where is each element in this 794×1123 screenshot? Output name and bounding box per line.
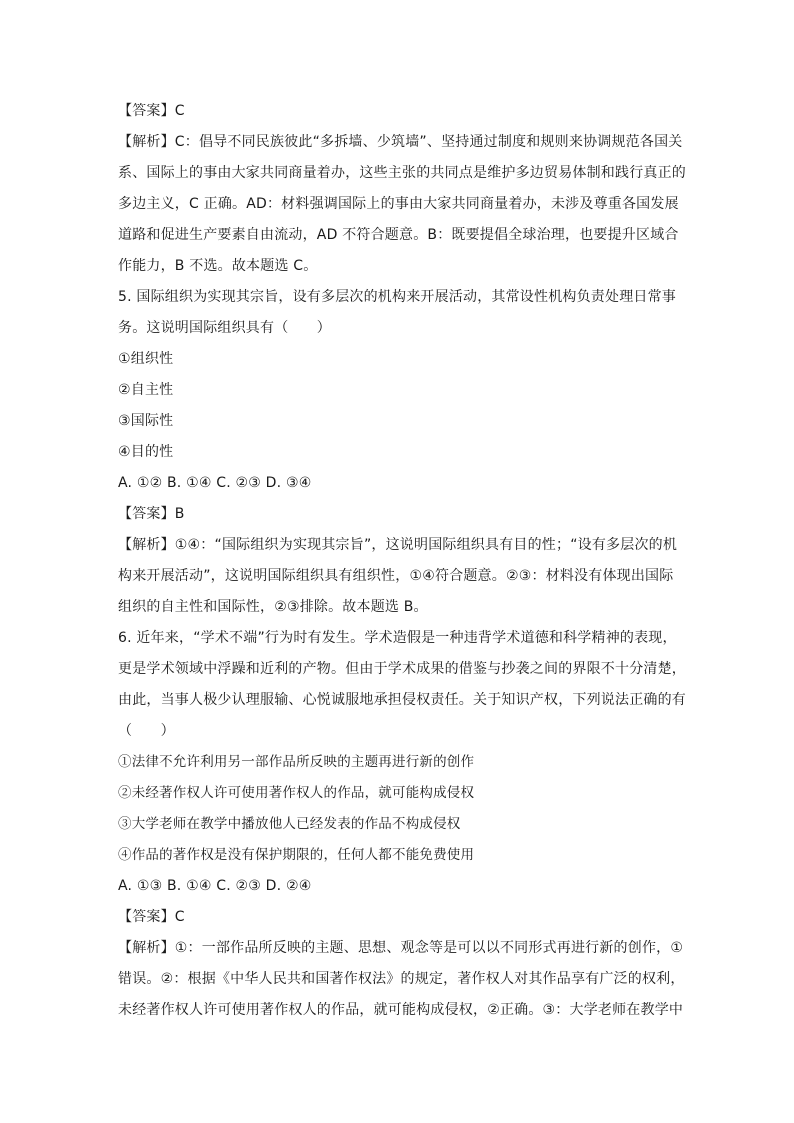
explanation-q4-line-1: 【解析】C：倡导不同民族彼此“多拆墙、少筑墙”、坚持通过制度和规则来协调规范各国关 xyxy=(118,134,683,150)
explanation-q6-line-2: 错误。②：根据《中华人民共和国著作权法》的规定，著作权人对其作品享有广泛的权利， xyxy=(118,971,685,987)
explanation-q6-line-1: 【解析】①：一部作品所反映的主题、思想、观念等是可以以不同形式再进行新的创作，① xyxy=(118,940,684,956)
explanation-q4-line-4: 道路和促进生产要素自由流动，AD 不符合题意。B：既要提倡全球治理，也要提升区域合 xyxy=(118,227,679,243)
question-5-statement-4: ④目的性 xyxy=(118,444,174,460)
question-6-stem-line-1: 6. 近年来，“学术不端”行为时有发生。学术造假是一种违背学术道德和科学精神的表现， xyxy=(118,630,677,646)
answer-label-q6: 【答案】C xyxy=(118,909,185,925)
explanation-q4-line-3: 多边主义，C 正确。AD：材料强调国际上的事由大家共同商量着办，未涉及尊重各国发展 xyxy=(118,196,679,212)
answer-label-q4: 【答案】C xyxy=(118,103,185,119)
explanation-q5-line-1: 【解析】①④：“国际组织为实现其宗旨”，这说明国际组织具有目的性；“设有多层次的机 xyxy=(118,537,678,553)
question-6-stem-line-3: 由此，当事人极少认理服输、心悦诚服地承担侵权责任。关于知识产权，下列说法正确的有 xyxy=(118,692,686,708)
question-6-options: A. ①③ B. ①④ C. ②③ D. ②④ xyxy=(118,878,312,894)
question-5-stem-line-2: 务。这说明国际组织具有（ ） xyxy=(118,320,331,336)
question-6-statement-4: ④作品的著作权是没有保护期限的，任何人都不能免费使用 xyxy=(118,847,475,863)
explanation-q4-line-5: 作能力，B 不选。故本题选 C。 xyxy=(118,258,318,274)
question-6-stem-line-4: （ ） xyxy=(118,723,175,739)
question-5-stem-line-1: 5. 国际组织为实现其宗旨，设有多层次的机构来开展活动，其常设性机构负责处理日常事 xyxy=(118,289,677,305)
question-6-statement-3: ③大学老师在教学中播放他人已经发表的作品不构成侵权 xyxy=(118,816,461,832)
question-5-statement-3: ③国际性 xyxy=(118,413,174,429)
question-5-statement-1: ①组织性 xyxy=(118,351,174,367)
question-6-statement-1: ①法律不允许利用另一部作品所反映的主题再进行新的创作 xyxy=(118,754,475,770)
explanation-q4-line-2: 系、国际上的事由大家共同商量着办，这些主张的共同点是维护多边贸易体制和践行真正的 xyxy=(118,165,686,181)
answer-label-q5: 【答案】B xyxy=(118,506,185,522)
question-6-stem-line-2: 更是学术领域中浮躁和近利的产物。但由于学术成果的借鉴与抄袭之间的界限不十分清楚， xyxy=(118,661,686,677)
explanation-q5-line-2: 构来开展活动”，这说明国际组织具有组织性，①④符合题意。②③：材料没有体现出国际 xyxy=(118,568,674,584)
document-body xyxy=(118,96,686,1026)
explanation-q6-line-3: 未经著作权人许可使用著作权人的作品，就可能构成侵权，②正确。③：大学老师在教学中 xyxy=(118,1002,684,1018)
question-6-statement-2: ②未经著作权人许可使用著作权人的作品，就可能构成侵权 xyxy=(118,785,475,801)
explanation-q5-line-3: 组织的自主性和国际性，②③排除。故本题选 B。 xyxy=(118,599,428,615)
question-5-options: A. ①② B. ①④ C. ②③ D. ③④ xyxy=(118,475,312,491)
question-5-statement-2: ②自主性 xyxy=(118,382,174,398)
